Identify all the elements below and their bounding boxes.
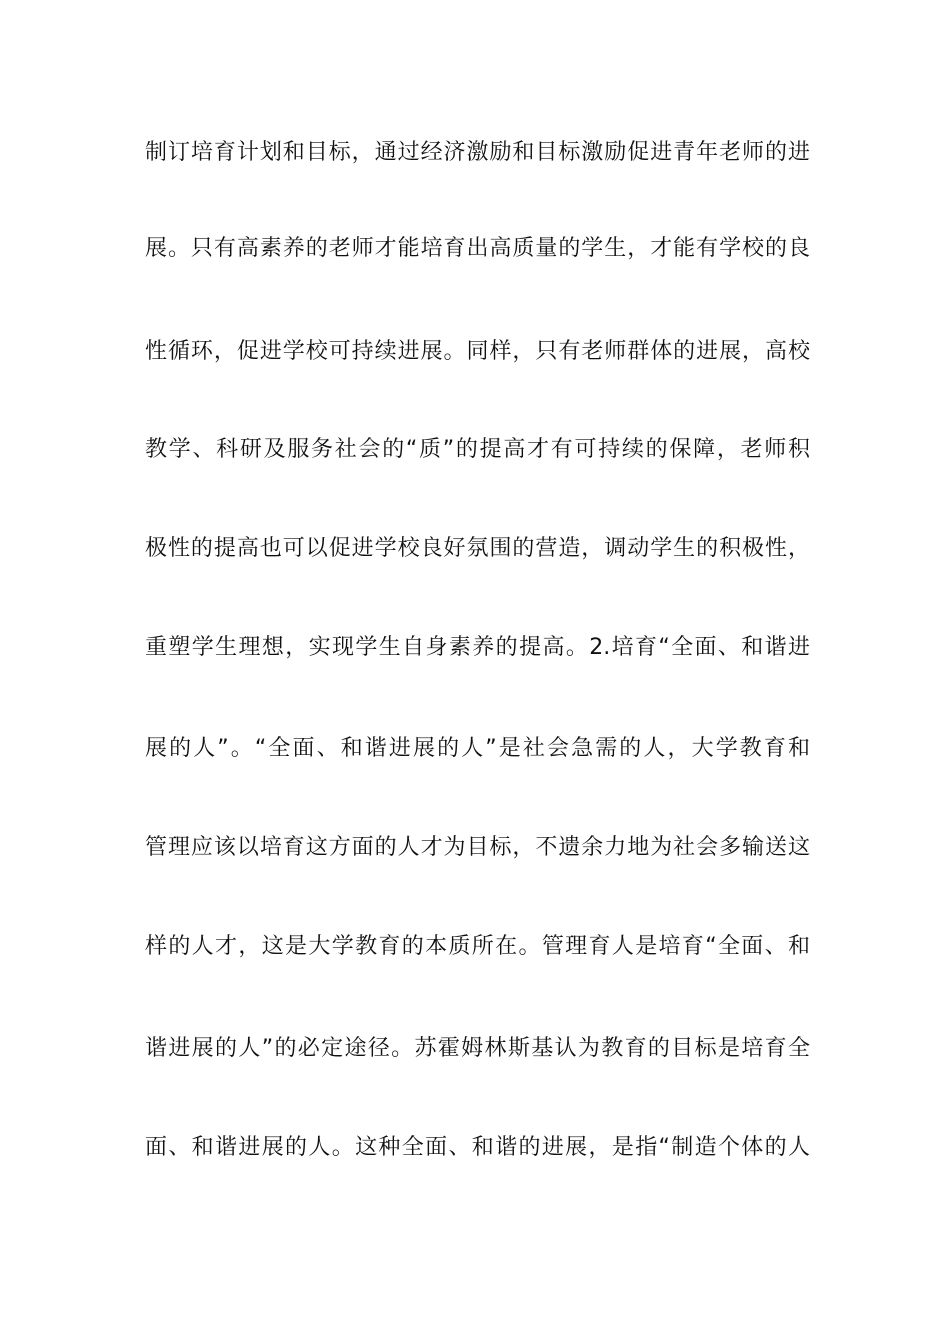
text-line-4: 教学、科研及服务社会的“质”的提高才有可持续的保障，老师积	[145, 437, 810, 462]
text-line-5: 极性的提高也可以促进学校良好氛围的营造，调动学生的积极性，	[145, 536, 810, 561]
text-line-8: 管理应该以培育这方面的人才为目标，不遗余力地为社会多输送这	[145, 835, 810, 860]
text-line-1: 制订培育计划和目标，通过经济激励和目标激励促进青年老师的进	[145, 140, 810, 165]
text-line-3: 性循环，促进学校可持续进展。同样，只有老师群体的进展，高校	[145, 339, 810, 364]
text-line-7: 展的人”。“全面、和谐进展的人”是社会急需的人，大学教育和	[145, 736, 810, 761]
text-line-11: 面、和谐进展的人。这种全面、和谐的进展，是指“制造个体的人	[145, 1135, 810, 1160]
text-line-9: 样的人才，这是大学教育的本质所在。管理育人是培育“全面、和	[145, 934, 810, 959]
text-line-2: 展。只有高素养的老师才能培育出高质量的学生，才能有学校的良	[145, 236, 810, 261]
text-line-10: 谐进展的人”的必定途径。苏霍姆林斯基认为教育的目标是培育全	[145, 1036, 810, 1061]
text-line-6: 重塑学生理想，实现学生自身素养的提高。2.培育“全面、和谐进	[145, 635, 810, 660]
